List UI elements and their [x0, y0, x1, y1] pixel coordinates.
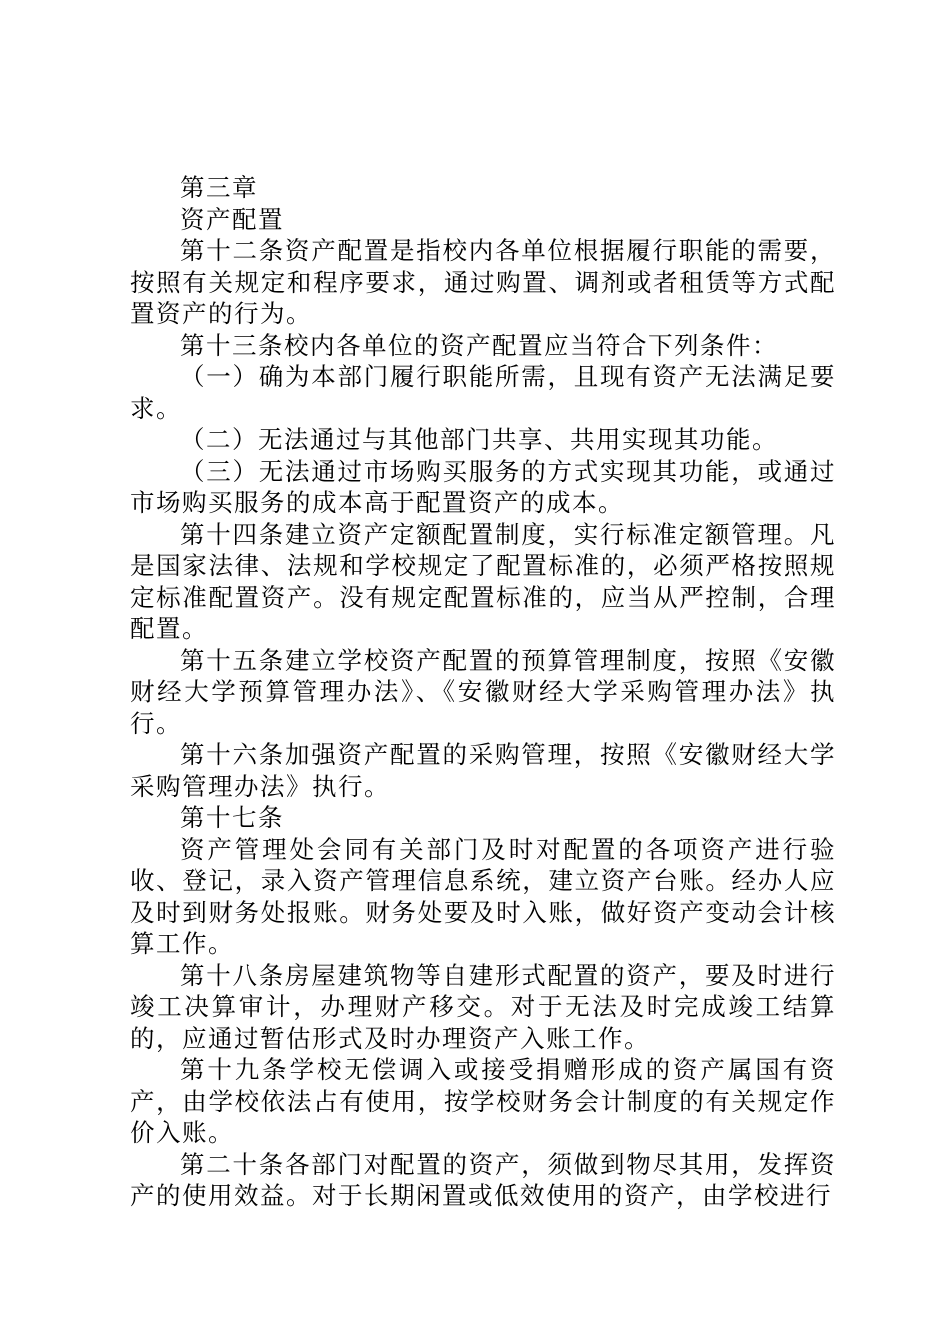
article-17-body: 资产管理处会同有关部门及时对配置的各项资产进行验收、登记，录入资产管理信息系统，建立资产台账。经办人应及时到财务处报账。财务处要及时入账，做好资产变动会计核算工作。 — [130, 834, 836, 958]
article-15: 第十五条建立学校资产配置的预算管理制度，按照《安徽财经大学预算管理办法》、《安徽财经大学采购管理办法》执行。 — [130, 645, 836, 738]
condition-1: （一）确为本部门履行职能所需，且现有资产无法满足要求。 — [130, 362, 836, 423]
article-13: 第十三条校内各单位的资产配置应当符合下列条件： — [180, 330, 778, 360]
article-20: 第二十条各部门对配置的资产，须做到物尽其用，发挥资产的使用效益。对于长期闲置或低效使用的资产，由学校进行 — [130, 1149, 836, 1210]
condition-3: （三）无法通过市场购买服务的方式实现其功能，或通过市场购买服务的成本高于配置资产的成本。 — [130, 456, 836, 517]
chapter-title: 资产配置 — [180, 204, 284, 234]
article-12: 第十二条资产配置是指校内各单位根据履行职能的需要，按照有关规定和程序要求，通过购置、调剂或者租赁等方式配置资产的行为。 — [130, 236, 836, 328]
article-18: 第十八条房屋建筑物等自建形式配置的资产，要及时进行竣工决算审计，办理财产移交。对于无法及时完成竣工结算的，应通过暂估形式及时办理资产入账工作。 — [130, 960, 836, 1053]
chapter-heading: 第三章 — [180, 173, 258, 202]
article-16: 第十六条加强资产配置的采购管理，按照《安徽财经大学采购管理办法》执行。 — [130, 740, 836, 801]
condition-2: （二）无法通过与其他部门共享、共用实现其功能。 — [180, 425, 778, 454]
article-19: 第十九条学校无偿调入或接受捐赠形成的资产属国有资产，由学校依法占有使用，按学校财务会计制度的有关规定作价入账。 — [130, 1055, 836, 1147]
document-body — [130, 172, 836, 1212]
article-14: 第十四条建立资产定额配置制度，实行标准定额管理。凡是国家法律、法规和学校规定了配置标准的，必须严格按照规定标准配置资产。没有规定配置标准的，应当从严控制，合理配置。 — [130, 519, 836, 643]
article-17-heading: 第十七条 — [180, 803, 284, 832]
